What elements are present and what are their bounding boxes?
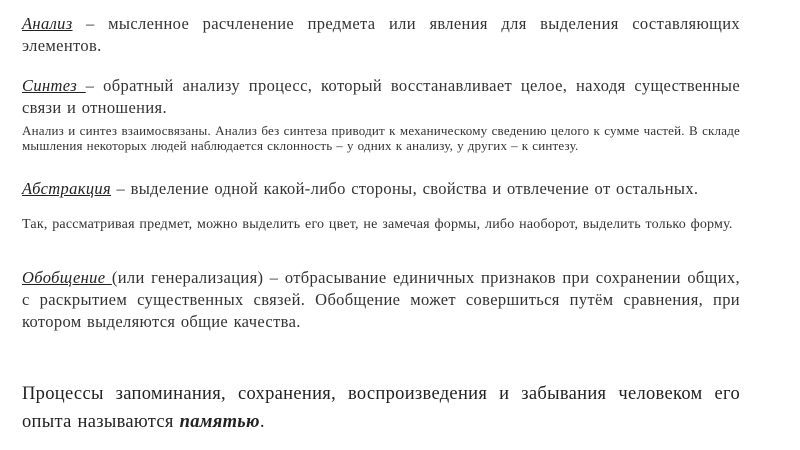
generalization-term: Обобщение <box>22 267 112 287</box>
abstraction-term: Абстракция <box>22 178 112 198</box>
analysis-definition <box>22 13 740 57</box>
interrelation-note: Анализ и синтез взаимосвязаны. Анализ без синтеза приводит к механическому сведению целого к сумме частей. В складе мышления некоторых людей наблюдается склонность – у одних к анализу, у других – к синтезу. <box>22 123 740 153</box>
memory-text: Процессы запоминания, сохранения, воспроизведения и забывания человеком его опыта называются <box>22 383 740 432</box>
synthesis-term: Синтез <box>22 75 86 95</box>
memory-definition <box>22 380 740 436</box>
memory-term: памятью <box>179 411 260 432</box>
synthesis-text: – обратный анализу процесс, который восстанавливает целое, находя существенные связи и отношения. <box>22 75 741 117</box>
analysis-text: – мысленное расчленение предмета или явления для выделения составляющих элементов. <box>22 13 740 55</box>
analysis-term: Анализ <box>22 13 73 33</box>
synthesis-definition <box>22 75 740 119</box>
abstraction-example: Так, рассматривая предмет, можно выделить его цвет, не замечая формы, либо наоборот, выделить только форму. <box>22 217 733 232</box>
abstraction-definition <box>22 178 740 200</box>
generalization-definition <box>22 267 740 333</box>
generalization-text: (или генерализация) – отбрасывание единичных признаков при сохранении общих, с раскрытием существенных связей. Обобщение может совершиться путём сравнения, при котором выделяются общие качества. <box>22 267 740 331</box>
memory-tail: . <box>259 411 265 432</box>
abstraction-text: – выделение одной какой-либо стороны, свойства и отвлечение от остальных. <box>111 178 699 198</box>
